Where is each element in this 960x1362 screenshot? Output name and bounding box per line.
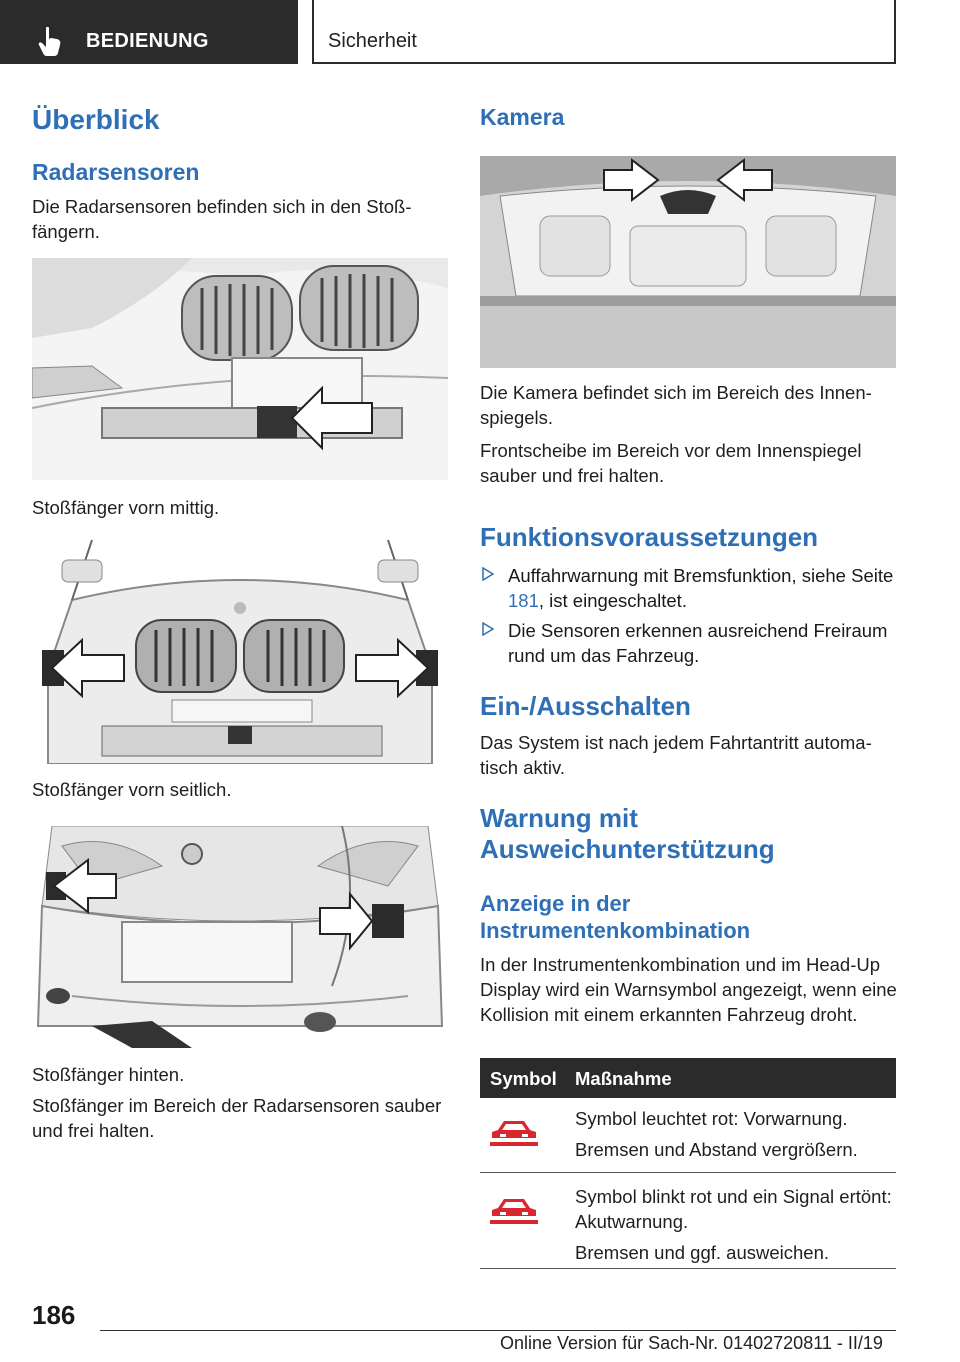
image-bumper-front-sides	[32, 540, 448, 764]
display-heading-line1: Anzeige in der	[480, 891, 631, 916]
image-camera	[480, 156, 896, 368]
camera-clean-text: Frontscheibe im Bereich vor dem Innenspiegel sauber und frei halten.	[480, 440, 862, 486]
bullet1-text-pre: Auffahrwarnung mit Bremsfunktion, siehe Seite	[508, 565, 894, 586]
row1-line2: Bremsen und Abstand vergrößern.	[575, 1139, 858, 1160]
col-action: Maßnahme	[575, 1068, 672, 1089]
image-bumper-rear	[32, 826, 448, 1048]
bullet-item	[480, 618, 896, 670]
bullet1-text-post: , ist eingeschaltet.	[538, 590, 687, 611]
row1-line1: Symbol leuchtet rot: Vorwarnung.	[575, 1108, 848, 1129]
camera-text: Die Kamera befindet sich im Bereich des Innenspiegels.	[480, 382, 872, 428]
table-header	[480, 1058, 896, 1098]
caption-front-center: Stoßfänger vorn mittig.	[32, 497, 220, 518]
func-heading: Funktionsvoraussetzungen	[480, 522, 819, 552]
footer-online-version: Online Version für Sach-Nr. 01402720811 - II/19	[500, 1333, 883, 1353]
radar-clean-text: Stoßfänger im Bereich der Radarsensoren sauber und frei halten.	[32, 1095, 442, 1141]
triangle-bullet-icon	[482, 567, 494, 581]
section-label: Sicherheit	[328, 30, 417, 52]
col-symbol: Symbol	[490, 1068, 557, 1089]
car-warning-icon	[490, 1118, 538, 1148]
warn-heading-line2: Ausweichunterstützung	[480, 834, 775, 864]
chapter-label: BEDIENUNG	[86, 30, 209, 52]
table-row-divider	[480, 1172, 896, 1173]
caption-rear: Stoßfänger hinten.	[32, 1064, 185, 1085]
row2-line2: Bremsen und ggf. ausweichen.	[575, 1242, 830, 1263]
caption-front-sides: Stoßfänger vorn seitlich.	[32, 779, 232, 800]
page-title: Überblick	[32, 104, 160, 135]
hand-pointer-icon	[38, 26, 64, 56]
onoff-heading: Ein-/Ausschalten	[480, 691, 691, 721]
page-link-181[interactable]: 181	[508, 590, 539, 611]
radar-text: Die Radarsensoren befinden sich in den Stoßfängern.	[32, 196, 412, 242]
onoff-text: Das System ist nach jedem Fahrtantritt automatisch aktiv.	[480, 732, 872, 778]
display-heading-line2: Instrumentenkombination	[480, 918, 751, 943]
bullet-item	[480, 563, 896, 615]
table-row-divider	[480, 1268, 896, 1269]
camera-heading: Kamera	[480, 104, 565, 130]
bullet2-text: Die Sensoren erkennen ausreichend Freiraum rund um das Fahrzeug.	[508, 620, 888, 666]
section-header	[312, 0, 896, 64]
footer-divider	[100, 1330, 896, 1331]
radar-heading: Radarsensoren	[32, 159, 200, 185]
triangle-bullet-icon	[482, 622, 494, 636]
car-warning-icon	[490, 1196, 538, 1226]
image-bumper-front-center	[32, 258, 448, 480]
display-text: In der Instrumentenkombination und im Head-Up Display wird ein Warnsymbol angezeigt, wenn eine Kollision mit einem erkannten Fahrzeug droht.	[480, 954, 897, 1025]
page-number: 186	[32, 1300, 76, 1330]
chapter-tab[interactable]	[0, 0, 298, 64]
row2-line1: Symbol blinkt rot und ein Signal ertönt: Akutwarnung.	[575, 1186, 892, 1232]
warn-heading-line1: Warnung mit	[480, 803, 638, 833]
